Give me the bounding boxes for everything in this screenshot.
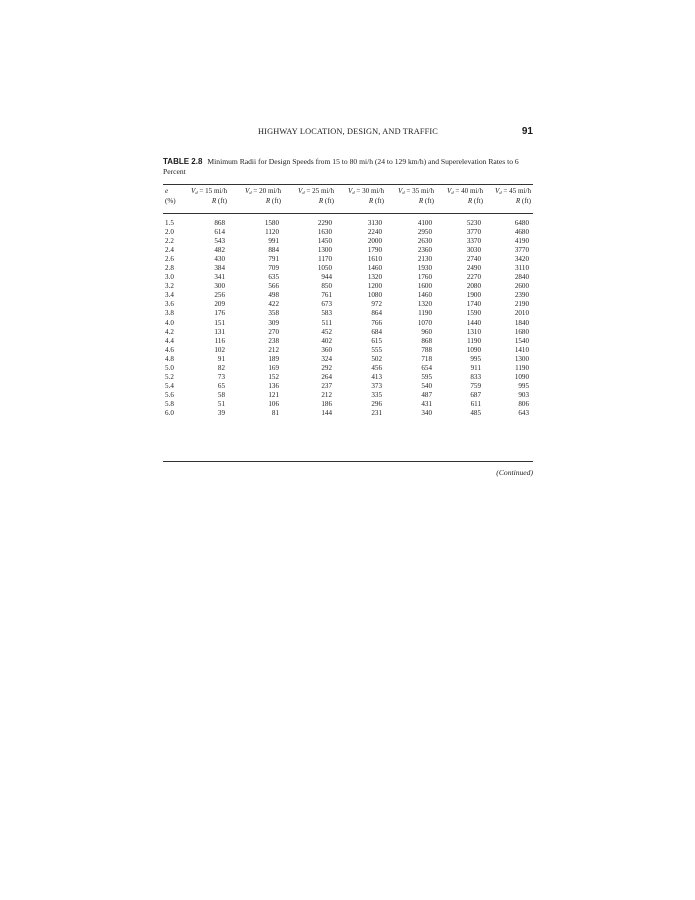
radius-cell: 1580	[264, 219, 279, 227]
running-head	[163, 127, 533, 139]
radius-cell: 2290	[317, 219, 332, 227]
table-row	[163, 282, 533, 291]
table-top-rule	[163, 184, 533, 185]
superelevation-cell: 2.4	[165, 246, 174, 255]
radius-cell: 6480	[514, 219, 529, 227]
radius-cell: 498	[268, 291, 279, 300]
radius-cell: 402	[321, 336, 332, 345]
radius-cell: 1090	[514, 372, 529, 381]
radius-cell: 324	[321, 354, 332, 363]
radius-cell: 2010	[514, 309, 529, 318]
radius-cell: 1460	[367, 264, 382, 273]
radius-cell: 485	[470, 408, 481, 417]
radius-cell: 4100	[417, 219, 432, 227]
header-subscript: d	[451, 190, 454, 195]
table-row	[163, 300, 533, 309]
radius-cell: 2390	[514, 291, 529, 300]
column-header-unit	[229, 197, 283, 206]
radius-cell: 3110	[515, 264, 529, 273]
radius-cell: 1790	[367, 246, 382, 255]
column-header-unit	[163, 197, 187, 206]
radius-cell: 209	[214, 300, 225, 309]
table-row	[163, 346, 533, 355]
radius-cell: 2130	[417, 255, 432, 264]
radius-cell: 615	[371, 336, 382, 345]
column-header-speed	[485, 187, 533, 197]
header-unit-text: (%)	[165, 197, 176, 206]
radius-cell: 868	[214, 219, 225, 227]
radius-cell: 91	[217, 354, 225, 363]
header-unit-text: (ft)	[520, 197, 531, 206]
radius-cell: 1190	[418, 309, 432, 318]
radius-cell: 144	[321, 408, 332, 417]
radius-cell: 264	[321, 372, 332, 381]
table-row	[163, 264, 533, 273]
radius-cell: 73	[217, 372, 225, 381]
radius-cell: 806	[518, 399, 529, 408]
radius-cell: 340	[421, 408, 432, 417]
table-row	[163, 246, 533, 255]
header-symbol: V	[347, 187, 353, 195]
radius-cell: 911	[470, 363, 481, 372]
radius-cell: 1320	[367, 273, 382, 282]
radius-cell: 102	[214, 345, 225, 354]
radius-cell: 296	[371, 399, 382, 408]
radius-cell: 189	[268, 354, 279, 363]
table-row	[163, 255, 533, 264]
superelevation-cell: 2.8	[165, 264, 174, 273]
superelevation-cell: 3.6	[165, 300, 174, 309]
radius-cell: 1540	[514, 336, 529, 345]
radius-cell: 972	[371, 300, 382, 309]
superelevation-cell: 3.0	[165, 273, 174, 282]
radius-cell: 718	[421, 354, 432, 363]
radius-cell: 51	[217, 399, 225, 408]
radius-cell: 65	[217, 381, 225, 390]
superelevation-cell: 4.2	[165, 327, 174, 336]
radius-cell: 2740	[466, 255, 481, 264]
table-caption	[163, 157, 535, 176]
radius-cell: 212	[268, 345, 279, 354]
header-symbol: V	[297, 187, 303, 195]
radius-cell: 673	[321, 300, 332, 309]
radius-cell: 595	[421, 372, 432, 381]
radius-cell: 868	[421, 336, 432, 345]
radius-cell: 850	[321, 282, 332, 291]
table-row	[163, 391, 533, 400]
radius-cell: 3770	[514, 246, 529, 255]
superelevation-cell: 5.0	[165, 363, 174, 372]
column-header-unit	[436, 197, 485, 206]
radius-cell: 643	[518, 408, 529, 417]
header-subscript: d	[302, 190, 305, 195]
radius-cell: 3130	[367, 219, 382, 227]
radius-cell: 270	[268, 327, 279, 336]
header-unit-symbol: R	[467, 197, 473, 206]
radius-cell: 759	[470, 381, 481, 390]
radius-cell: 152	[268, 372, 279, 381]
table-label: TABLE 2.8	[163, 157, 203, 166]
radius-cell: 1680	[514, 327, 529, 336]
radius-cell: 231	[371, 408, 382, 417]
superelevation-cell: 3.4	[165, 291, 174, 300]
radius-cell: 566	[268, 282, 279, 291]
radius-cell: 1460	[417, 291, 432, 300]
radius-cell: 555	[371, 345, 382, 354]
header-unit-symbol: R	[211, 197, 217, 206]
radius-cell: 256	[214, 291, 225, 300]
radius-cell: 136	[268, 381, 279, 390]
radius-cell: 2360	[417, 246, 432, 255]
superelevation-cell: 2.2	[165, 237, 174, 246]
table-row	[163, 237, 533, 246]
header-subscript: d	[402, 190, 405, 195]
column-header-speed	[436, 187, 485, 197]
header-unit-text: (ft)	[373, 197, 384, 206]
superelevation-cell: 2.6	[165, 255, 174, 264]
table-row	[163, 364, 533, 373]
table-row	[163, 337, 533, 346]
radius-cell: 4190	[514, 237, 529, 246]
column-header-speed	[163, 187, 187, 197]
radius-cell: 864	[371, 309, 382, 318]
radius-cell: 1840	[514, 318, 529, 327]
radius-cell: 413	[371, 372, 382, 381]
radius-cell: 543	[214, 237, 225, 246]
radius-cell: 766	[371, 318, 382, 327]
page-number: 91	[521, 126, 533, 137]
radius-cell: 1310	[466, 327, 481, 336]
radius-cell: 300	[214, 282, 225, 291]
header-speed-text: = 30 mi/h	[354, 187, 384, 195]
superelevation-cell: 5.6	[165, 390, 174, 399]
radius-cell: 1070	[417, 318, 432, 327]
radius-cell: 431	[421, 399, 432, 408]
radius-cell: 1630	[317, 228, 332, 237]
table-body	[163, 219, 533, 418]
radius-cell: 360	[321, 345, 332, 354]
table-row	[163, 273, 533, 282]
radius-cell: 884	[268, 246, 279, 255]
radius-cell: 960	[421, 327, 432, 336]
radius-cell: 583	[321, 309, 332, 318]
radius-cell: 2190	[514, 300, 529, 309]
radius-cell: 1440	[466, 318, 481, 327]
radius-cell: 788	[421, 345, 432, 354]
header-speed-text: = 20 mi/h	[251, 187, 281, 195]
radius-cell: 1080	[367, 291, 382, 300]
radius-cell: 58	[217, 390, 225, 399]
superelevation-cell: 5.4	[165, 381, 174, 390]
running-head-title: HIGHWAY LOCATION, DESIGN, AND TRAFFIC	[258, 127, 438, 136]
radius-cell: 1760	[417, 273, 432, 282]
header-unit-symbol: R	[418, 197, 424, 206]
radius-cell: 1740	[466, 300, 481, 309]
superelevation-cell: 4.4	[165, 336, 174, 345]
radius-cell: 511	[321, 318, 332, 327]
radius-cell: 1450	[317, 237, 332, 246]
radius-cell: 540	[421, 381, 432, 390]
superelevation-cell: 5.8	[165, 399, 174, 408]
radius-cell: 1190	[515, 363, 529, 372]
radius-cell: 106	[268, 399, 279, 408]
continued-note: (Continued)	[496, 468, 533, 477]
radius-cell: 82	[217, 363, 225, 372]
header-unit-text: (ft)	[472, 197, 483, 206]
radius-cell: 684	[371, 327, 382, 336]
header-subscript: d	[195, 190, 198, 195]
header-row-speed	[163, 187, 533, 197]
radius-cell: 2840	[514, 273, 529, 282]
radius-cell: 237	[321, 381, 332, 390]
radius-cell: 5230	[466, 219, 481, 227]
column-header-speed	[283, 187, 336, 197]
radius-cell: 131	[214, 327, 225, 336]
radius-cell: 687	[470, 390, 481, 399]
column-header-unit	[336, 197, 386, 206]
radius-table	[163, 219, 533, 418]
header-unit-symbol: R	[368, 197, 374, 206]
column-header-speed	[386, 187, 436, 197]
table-row	[163, 409, 533, 418]
radius-cell: 482	[214, 246, 225, 255]
radius-cell: 1610	[367, 255, 382, 264]
radius-cell: 373	[371, 381, 382, 390]
column-header-unit	[386, 197, 436, 206]
radius-cell: 176	[214, 309, 225, 318]
header-row-unit	[163, 197, 533, 206]
radius-cell: 1930	[417, 264, 432, 273]
radius-cell: 991	[268, 237, 279, 246]
header-speed-text: = 35 mi/h	[404, 187, 434, 195]
radius-cell: 186	[321, 399, 332, 408]
header-speed-text: = 15 mi/h	[197, 187, 227, 195]
radius-cell: 81	[271, 408, 279, 417]
header-unit-text: (ft)	[270, 197, 281, 206]
header-symbol: V	[446, 187, 452, 195]
table-row	[163, 328, 533, 337]
column-header-unit	[187, 197, 229, 206]
table-row	[163, 228, 533, 237]
table-bottom-rule	[163, 461, 533, 462]
radius-cell: 456	[371, 363, 382, 372]
table-row	[163, 219, 533, 228]
superelevation-cell: 4.8	[165, 354, 174, 363]
radius-cell: 121	[268, 390, 279, 399]
radius-cell: 2950	[417, 228, 432, 237]
radius-cell: 614	[214, 228, 225, 237]
header-symbol: e	[165, 187, 169, 195]
radius-cell: 611	[470, 399, 481, 408]
header-speed-text: = 45 mi/h	[501, 187, 531, 195]
radius-cell: 4680	[514, 228, 529, 237]
radius-cell: 2630	[417, 237, 432, 246]
header-symbol: V	[244, 187, 250, 195]
column-header-speed	[336, 187, 386, 197]
header-unit-text: (ft)	[423, 197, 434, 206]
radius-cell: 1900	[466, 291, 481, 300]
table-row	[163, 355, 533, 364]
table-row	[163, 373, 533, 382]
radius-cell: 833	[470, 372, 481, 381]
radius-cell: 3770	[466, 228, 481, 237]
radius-cell: 430	[214, 255, 225, 264]
table-row	[163, 309, 533, 318]
radius-cell: 1300	[514, 354, 529, 363]
header-unit-symbol: R	[515, 197, 521, 206]
header-symbol: V	[397, 187, 403, 195]
table-header	[163, 187, 533, 207]
radius-cell: 635	[268, 273, 279, 282]
superelevation-cell: 5.2	[165, 372, 174, 381]
radius-cell: 212	[321, 390, 332, 399]
table-row	[163, 319, 533, 328]
table-row	[163, 400, 533, 409]
header-subscript: d	[499, 190, 502, 195]
radius-cell: 2490	[466, 264, 481, 273]
header-unit-text: (ft)	[323, 197, 334, 206]
radius-cell: 1190	[467, 336, 481, 345]
radius-cell: 2080	[466, 282, 481, 291]
radius-cell: 1600	[417, 282, 432, 291]
radius-cell: 1170	[318, 255, 332, 264]
header-speed-text: = 25 mi/h	[304, 187, 334, 195]
radius-cell: 335	[371, 390, 382, 399]
header-unit-symbol: R	[318, 197, 324, 206]
radius-cell: 309	[268, 318, 279, 327]
radius-cell: 2000	[367, 237, 382, 246]
column-header-speed	[187, 187, 229, 197]
radius-cell: 903	[518, 390, 529, 399]
radius-cell: 238	[268, 336, 279, 345]
radius-cell: 995	[470, 354, 481, 363]
superelevation-cell: 3.8	[165, 309, 174, 318]
superelevation-cell: 4.0	[165, 318, 174, 327]
radius-cell: 761	[321, 291, 332, 300]
superelevation-cell: 4.6	[165, 345, 174, 354]
header-subscript: d	[352, 190, 355, 195]
radius-cell: 1300	[317, 246, 332, 255]
header-symbol: V	[494, 187, 500, 195]
header-speed-text: = 40 mi/h	[453, 187, 483, 195]
radius-cell: 791	[268, 255, 279, 264]
superelevation-cell: 3.2	[165, 282, 174, 291]
header-symbol: V	[190, 187, 196, 195]
radius-cell: 1050	[317, 264, 332, 273]
radius-cell: 116	[214, 336, 225, 345]
radius-cell: 995	[518, 381, 529, 390]
radius-cell: 384	[214, 264, 225, 273]
header-unit-text: (ft)	[216, 197, 227, 206]
header-unit-symbol: R	[265, 197, 271, 206]
radius-cell: 2270	[466, 273, 481, 282]
radius-cell: 2600	[514, 282, 529, 291]
superelevation-cell: 6.0	[165, 408, 174, 417]
radius-cell: 1590	[466, 309, 481, 318]
radius-cell: 3030	[466, 246, 481, 255]
radius-cell: 1090	[466, 345, 481, 354]
column-header-unit	[485, 197, 533, 206]
radius-cell: 1120	[265, 228, 279, 237]
radius-cell: 358	[268, 309, 279, 318]
radius-cell: 2240	[367, 228, 382, 237]
superelevation-cell: 1.5	[165, 219, 174, 227]
table-row	[163, 291, 533, 300]
radius-cell: 654	[421, 363, 432, 372]
column-header-unit	[283, 197, 336, 206]
radius-cell: 292	[321, 363, 332, 372]
radius-cell: 944	[321, 273, 332, 282]
table-caption-text: Minimum Radii for Design Speeds from 15 to 80 mi/h (24 to 129 km/h) and Superelevation Rates to 6 Percent	[163, 157, 519, 176]
radius-cell: 709	[268, 264, 279, 273]
radius-cell: 169	[268, 363, 279, 372]
radius-cell: 502	[371, 354, 382, 363]
table-header-rule	[163, 213, 533, 214]
radius-cell: 151	[214, 318, 225, 327]
radius-cell: 341	[214, 273, 225, 282]
radius-cell: 422	[268, 300, 279, 309]
column-header-speed	[229, 187, 283, 197]
radius-cell: 1200	[367, 282, 382, 291]
radius-cell: 3420	[514, 255, 529, 264]
radius-cell: 3370	[466, 237, 481, 246]
radius-cell: 1410	[514, 345, 529, 354]
radius-cell: 452	[321, 327, 332, 336]
header-subscript: d	[249, 190, 252, 195]
radius-cell: 39	[217, 408, 225, 417]
radius-cell: 487	[421, 390, 432, 399]
table-row	[163, 382, 533, 391]
radius-cell: 1320	[417, 300, 432, 309]
superelevation-cell: 2.0	[165, 228, 174, 237]
